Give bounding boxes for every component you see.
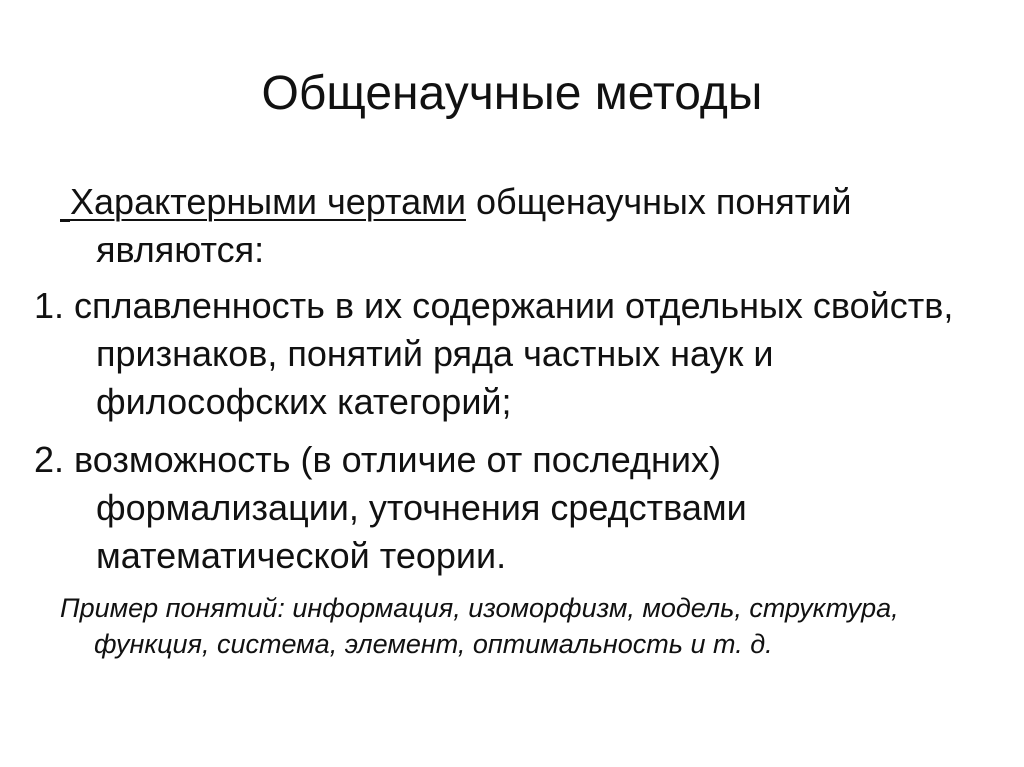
intro-paragraph (60, 178, 980, 274)
slide-body (24, 178, 980, 662)
list-item-text: возможность (в отличие от последних) формализации, уточнения средствами математической теории. (64, 439, 747, 576)
list-item-number: 2. (24, 439, 65, 480)
example-paragraph: Пример понятий: информация, изоморфизм, модель, структура, функция, система, элемент, оптимальность и т. д. (60, 593, 899, 659)
list-item (24, 436, 980, 580)
list-item (24, 282, 980, 426)
intro-rest-text: общенаучных понятий являются: (96, 181, 852, 270)
intro-underlined-text: Характерными чертами (70, 181, 466, 222)
list-item-text: сплавленность в их содержании отдельных свойств, признаков, понятий ряда частных наук и философских категорий; (64, 285, 954, 422)
list-item-number: 1. (24, 285, 65, 326)
slide-title: Общенаучные методы (261, 67, 763, 120)
intro-lead-space (60, 181, 70, 222)
